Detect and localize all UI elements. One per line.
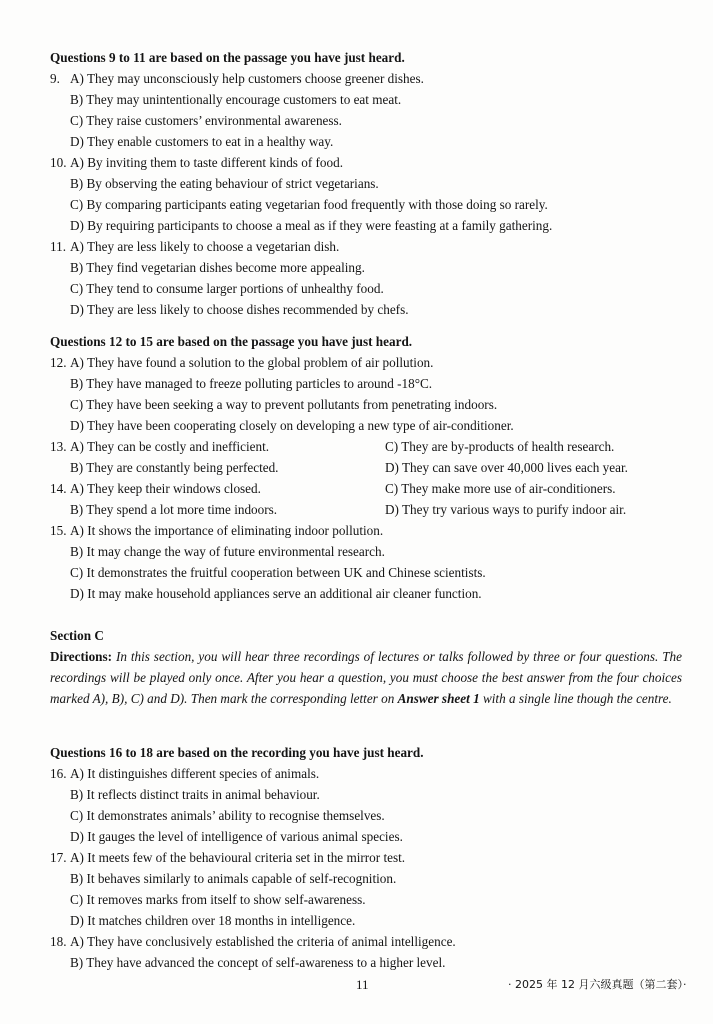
q12-option-c: C) They have been seeking a way to prevent pollutants from penetrating indoors. (70, 397, 498, 412)
q12-option-a: A) They have found a solution to the global problem of air pollution. (70, 355, 434, 370)
q12-option-d: D) They have been cooperating closely on developing a new type of air-conditioner. (70, 418, 514, 433)
q11-option-c: C) They tend to consume larger portions of unhealthy food. (70, 281, 384, 296)
question-number-13: 13. (50, 439, 67, 454)
q13-option-b: B) They are constantly being perfected. (70, 460, 279, 475)
question-number-9: 9. (50, 71, 60, 86)
directions-text-1: In this section, you will hear three recordings of lectures or talks followed by three or four questions. The recordings will be played only once. After you hear a question, you must choose the best answer from the four choices marked A), B), C) and D). Then mark the corresponding letter on (50, 649, 682, 706)
question-number-14: 14. (50, 481, 67, 496)
q13-option-d: D) They can save over 40,000 lives each year. (385, 460, 628, 475)
q18-option-b: B) They have advanced the concept of self-awareness to a higher level. (70, 955, 446, 970)
group-heading-12-15: Questions 12 to 15 are based on the passage you have just heard. (50, 334, 413, 349)
q13-option-a: A) They can be costly and inefficient. (70, 439, 270, 454)
q15-option-d: D) It may make household appliances serve an additional air cleaner function. (70, 586, 482, 601)
q16-option-b: B) It reflects distinct traits in animal behaviour. (70, 787, 320, 802)
q11-option-d: D) They are less likely to choose dishes recommended by chefs. (70, 302, 409, 317)
q9-option-a: A) They may unconsciously help customers choose greener dishes. (70, 71, 424, 86)
question-number-17: 17. (50, 850, 67, 865)
q17-option-c: C) It removes marks from itself to show self-awareness. (70, 892, 366, 907)
q15-option-c: C) It demonstrates the fruitful cooperation between UK and Chinese scientists. (70, 565, 486, 580)
q16-option-c: C) It demonstrates animals’ ability to recognise themselves. (70, 808, 385, 823)
q15-option-a: A) It shows the importance of eliminating indoor pollution. (70, 523, 384, 538)
q14-option-b: B) They spend a lot more time indoors. (70, 502, 278, 517)
question-number-12: 12. (50, 355, 67, 370)
section-c-directions (50, 646, 682, 709)
q9-option-b: B) They may unintentionally encourage customers to eat meat. (70, 92, 402, 107)
q15-option-b: B) It may change the way of future environmental research. (70, 544, 385, 559)
question-number-16: 16. (50, 766, 67, 781)
q13-option-c: C) They are by-products of health research. (385, 439, 615, 454)
page-number: 11 (356, 977, 369, 992)
q10-option-d: D) By requiring participants to choose a meal as if they were feasting at a family gathering. (70, 218, 553, 233)
question-number-11: 11. (50, 239, 66, 254)
q18-option-a: A) They have conclusively established the criteria of animal intelligence. (70, 934, 456, 949)
group-heading-16-18: Questions 16 to 18 are based on the recording you have just heard. (50, 745, 424, 760)
q17-option-b: B) It behaves similarly to animals capable of self-recognition. (70, 871, 397, 886)
q14-option-d: D) They try various ways to purify indoor air. (385, 502, 627, 517)
q14-option-c: C) They make more use of air-conditioners. (385, 481, 616, 496)
exam-source-label: · 2025 年 12 月六级真题（第二套）· (508, 978, 687, 991)
group-heading-9-11: Questions 9 to 11 are based on the passage you have just heard. (50, 50, 405, 65)
q12-option-b: B) They have managed to freeze polluting particles to around -18°C. (70, 376, 433, 391)
question-number-10: 10. (50, 155, 67, 170)
question-number-15: 15. (50, 523, 67, 538)
question-number-18: 18. (50, 934, 67, 949)
q17-option-d: D) It matches children over 18 months in intelligence. (70, 913, 356, 928)
q11-option-a: A) They are less likely to choose a vegetarian dish. (70, 239, 340, 254)
q11-option-b: B) They find vegetarian dishes become more appealing. (70, 260, 365, 275)
q10-option-a: A) By inviting them to taste different kinds of food. (70, 155, 343, 170)
q10-option-c: C) By comparing participants eating vegetarian food frequently with those doing so rarely. (70, 197, 548, 212)
section-c-title: Section C (50, 628, 104, 643)
directions-text-2: with a single line though the centre. (482, 691, 672, 706)
q9-option-d: D) They enable customers to eat in a healthy way. (70, 134, 334, 149)
answer-sheet-label: Answer sheet 1 (397, 691, 480, 706)
directions-label: Directions: (50, 649, 113, 664)
q10-option-b: B) By observing the eating behaviour of strict vegetarians. (70, 176, 379, 191)
q16-option-d: D) It gauges the level of intelligence of various animal species. (70, 829, 403, 844)
q17-option-a: A) It meets few of the behavioural criteria set in the mirror test. (70, 850, 406, 865)
q16-option-a: A) It distinguishes different species of animals. (70, 766, 320, 781)
q9-option-c: C) They raise customers’ environmental awareness. (70, 113, 342, 128)
q14-option-a: A) They keep their windows closed. (70, 481, 261, 496)
